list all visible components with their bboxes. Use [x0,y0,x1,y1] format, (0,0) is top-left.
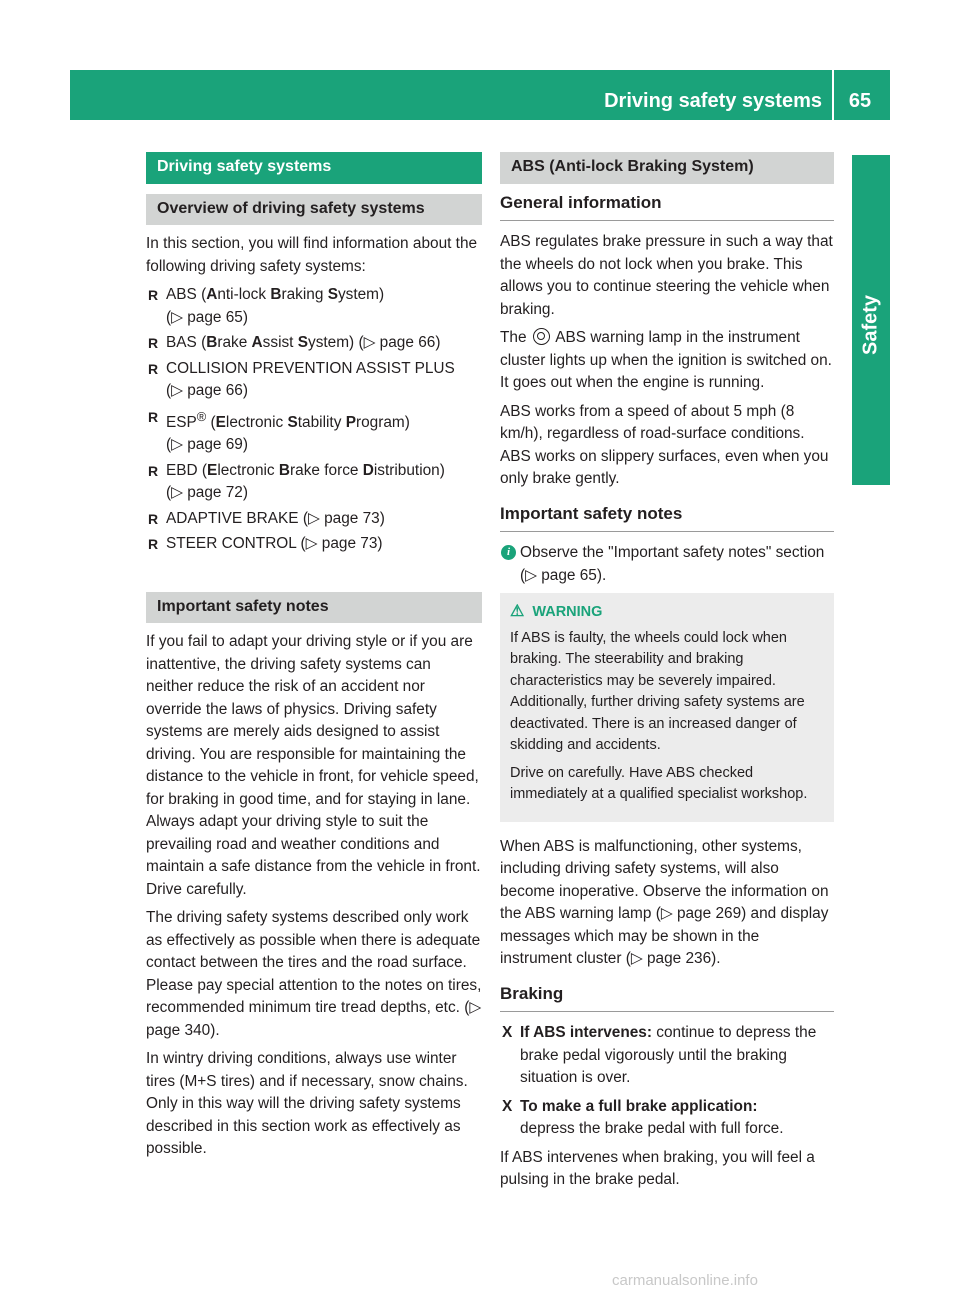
step-item: X To make a full brake application: depress the brake pedal with full force. [502,1097,784,1137]
page-ref[interactable]: (▷ page 66) [166,382,248,399]
header-divider [832,70,834,120]
overview-intro: In this section, you will find information about the following driving safety systems: [146,235,478,275]
list-item-collision: R COLLISION PREVENTION ASSIST PLUS (▷ page 66) [148,359,455,399]
header-title: Driving safety systems [604,90,822,112]
heading-important-safety-notes: Important safety notes [146,592,482,624]
watermark: carmanualsonline.info [612,1272,758,1289]
list-item-steer-control: R STEER CONTROL (▷ page 73) [146,533,482,556]
heading-important-safety-notes-abs: Important safety notes [500,503,834,533]
info-note: i Observe the "Important safety notes" section (▷ page 65). [500,542,834,587]
paragraph: ABS works from a speed of about 5 mph (8 km/h), regardless of road-surface conditions. ABS works on slippery surfaces, even when you only brake gently. [500,402,829,487]
paragraph: When ABS is malfunctioning, other systems, including driving safety systems, will also become inoperative. Observe the information on the ABS warning lamp (▷ page 269) and display messages which may be shown in the instrument cluster (▷ page 236). [500,837,829,967]
bullet-marker: R [148,287,159,303]
page-ref[interactable]: (▷ page 72) [166,484,248,502]
warning-heading: ⚠ WARNING [510,601,824,624]
left-column [146,152,482,1167]
section-title-driving-safety: Driving safety systems [146,152,482,184]
right-column [500,152,834,1198]
list-item-esp: R ESP® (Electronic Stability Program) (▷ page 69) [146,406,482,457]
list-item-adaptive-brake: R ADAPTIVE BRAKE (▷ page 73) [146,508,482,531]
bullet-marker: R [148,510,159,527]
list-item-bas: R BAS (Brake Assist System) (▷ page 66) [146,332,482,355]
paragraph: If you fail to adapt your driving style or if you are inattentive, the driving safety systems can neither reduce the risk of an accident nor override the laws of physics. Driving safety systems are merely aids designed to assist driving. You are responsible for maintaining the distance to the vehicle in front, for vehicle speed, for braking in good time, and for staying in lane. Always adapt your driving style to suit the prevailing road and weather conditions and maintain a safe distance from the vehicle in front. Drive carefully. [146,633,481,898]
chapter-tab [852,155,890,485]
warning-text: If ABS is faulty, the wheels could lock when braking. The steerability and braking characteristics may be severely impaired. Additionally, further driving safety systems are deactivated. There is an increased danger of skidding and accidents. [510,629,805,753]
warning-text: Drive on carefully. Have ABS checked immediately at a qualified specialist workshop. [510,764,808,802]
warning-box [500,593,834,822]
heading-braking: Braking [500,983,834,1013]
section-title-abs: ABS (Anti-lock Braking System) [500,152,834,184]
step-arrow-icon: X [502,1097,513,1115]
heading-overview: Overview of driving safety systems [146,194,482,226]
info-icon: i [501,545,516,560]
bullet-marker: R [148,536,159,553]
page-ref[interactable]: (▷ page 69) [166,436,248,454]
page-ref[interactable]: (▷ page 65) [166,308,248,326]
step-item: X If ABS intervenes: continue to depress the brake pedal vigorously until the braking situation is over. [502,1024,817,1086]
bullet-marker: R [148,335,159,351]
abs-warning-lamp-icon [533,328,550,345]
step-arrow-icon: X [502,1024,513,1041]
braking-steps [500,1022,834,1141]
bullet-marker: R [148,408,159,425]
warning-triangle-icon: ⚠ [510,603,525,620]
list-item-ebd: R EBD (Electronic Brake force Distribution) (▷ page 72) [148,461,445,502]
chapter-tab-label: Safety [859,294,882,356]
heading-general-information: General information [500,192,834,222]
systems-list [146,284,482,556]
list-item-abs: R ABS (Anti-lock Braking System) (▷ page 65) [148,286,385,326]
paragraph: In wintry driving conditions, always use winter tires (M+S tires) and if necessary, snow chains. Only in this way will the driving safety systems described in this section work as effectively as possible. [146,1050,468,1158]
paragraph: If ABS intervenes when braking, you will feel a pulsing in the brake pedal. [500,1148,815,1188]
bullet-marker: R [148,462,159,479]
paragraph: The driving safety systems described only work as effectively as possible when there is adequate contact between the tires and the road surface. Please pay special attention to the notes on tires, recommended minimum tire tread depths, etc. (▷ page 340). [146,909,482,1039]
paragraph: ABS regulates brake pressure in such a way that the wheels do not lock when you brake. This allows you to continue steering the vehicle when braking. [500,233,833,318]
bullet-marker: R [148,360,159,377]
paragraph: The ABS warning lamp in the instrument cluster lights up when the ignition is switched on. It goes out when the engine is running. [500,329,832,391]
page-number: 65 [848,90,872,112]
